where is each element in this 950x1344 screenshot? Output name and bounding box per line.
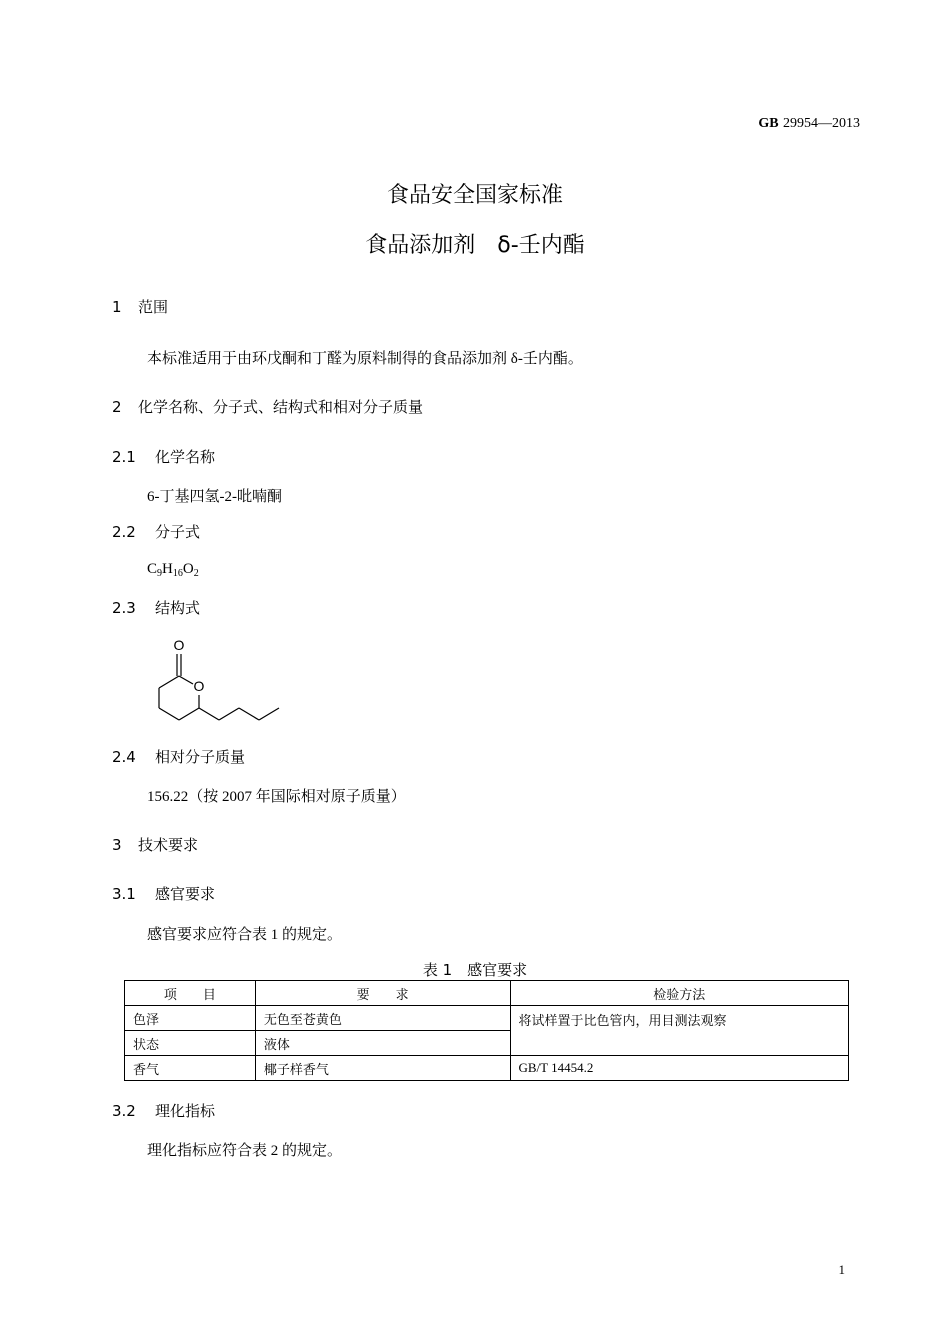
- standard-prefix: GB: [758, 116, 779, 131]
- cell-requirement: 液体: [255, 1031, 510, 1056]
- section-1-heading: [112, 296, 168, 317]
- structural-formula: [150, 632, 290, 724]
- section-number: 2.2: [112, 523, 136, 541]
- section-3-1-text: 感官要求应符合表 1 的规定。: [147, 927, 343, 943]
- ring-oxygen: O: [193, 678, 205, 694]
- cell-item: 香气: [125, 1056, 256, 1081]
- document-title: 食品安全国家标准: [386, 183, 563, 208]
- table-1: [124, 980, 849, 1081]
- section-title: 分子式: [155, 523, 201, 541]
- section-2-3-heading: [112, 597, 200, 618]
- header-method: 检验方法: [510, 981, 849, 1006]
- section-3-2-text: 理化指标应符合表 2 的规定。: [147, 1143, 343, 1159]
- standard-code: 29954—2013: [783, 116, 860, 131]
- section-2-2-heading: [112, 521, 200, 542]
- cell-requirement: 椰子样香气: [255, 1056, 510, 1081]
- section-number: 3.1: [112, 885, 136, 903]
- section-3-heading: [112, 834, 198, 855]
- table-row: [125, 1006, 849, 1031]
- cell-method: 将试样置于比色管内，用目测法观察: [510, 1006, 849, 1056]
- section-title: 化学名称、分子式、结构式和相对分子质量: [138, 398, 424, 416]
- section-number: 2.4: [112, 748, 136, 766]
- cell-requirement: 无色至苍黄色: [255, 1006, 510, 1031]
- section-number: 2: [112, 398, 122, 416]
- section-title: 化学名称: [155, 448, 216, 466]
- section-number: 2.3: [112, 599, 136, 617]
- cell-method: GB/T 14454.2: [510, 1056, 849, 1081]
- section-number: 3.2: [112, 1102, 136, 1120]
- cell-item: 状态: [125, 1031, 256, 1056]
- molecular-mass: 156.22（按 2007 年国际相对原子质量）: [147, 789, 406, 805]
- section-2-heading: [112, 396, 423, 417]
- section-3-1-heading: [112, 883, 215, 904]
- section-title: 范围: [138, 298, 169, 316]
- table-1-caption: 表 1 感官要求: [422, 961, 528, 979]
- section-title: 感官要求: [155, 885, 216, 903]
- section-1-text: 本标准适用于由环戊酮和丁醛为原料制得的食品添加剂 δ-壬内酯。: [147, 351, 583, 367]
- table-header-row: [125, 981, 849, 1006]
- section-3-2-heading: [112, 1100, 215, 1121]
- document-subtitle: 食品添加剂 δ-壬内酯: [365, 233, 585, 258]
- header-requirement: 要 求: [255, 981, 510, 1006]
- section-title: 结构式: [155, 599, 201, 617]
- section-number: 2.1: [112, 448, 136, 466]
- chemical-name: 6-丁基四氢-2-吡喃酮: [147, 489, 282, 505]
- cell-item: 色泽: [125, 1006, 256, 1031]
- section-title: 技术要求: [138, 836, 199, 854]
- section-2-4-heading: [112, 746, 245, 767]
- standard-number: [758, 115, 860, 132]
- header-item: 项 目: [125, 981, 256, 1006]
- carbonyl-oxygen: O: [173, 637, 185, 653]
- molecular-formula: $C_9H_{16}O_2$: [147, 561, 199, 579]
- table-row: [125, 1056, 849, 1081]
- section-title: 理化指标: [155, 1102, 216, 1120]
- section-2-1-heading: [112, 446, 215, 467]
- section-number: 3: [112, 836, 122, 854]
- section-number: 1: [112, 298, 122, 316]
- section-title: 相对分子质量: [155, 748, 246, 766]
- page-number: 1: [838, 1262, 845, 1277]
